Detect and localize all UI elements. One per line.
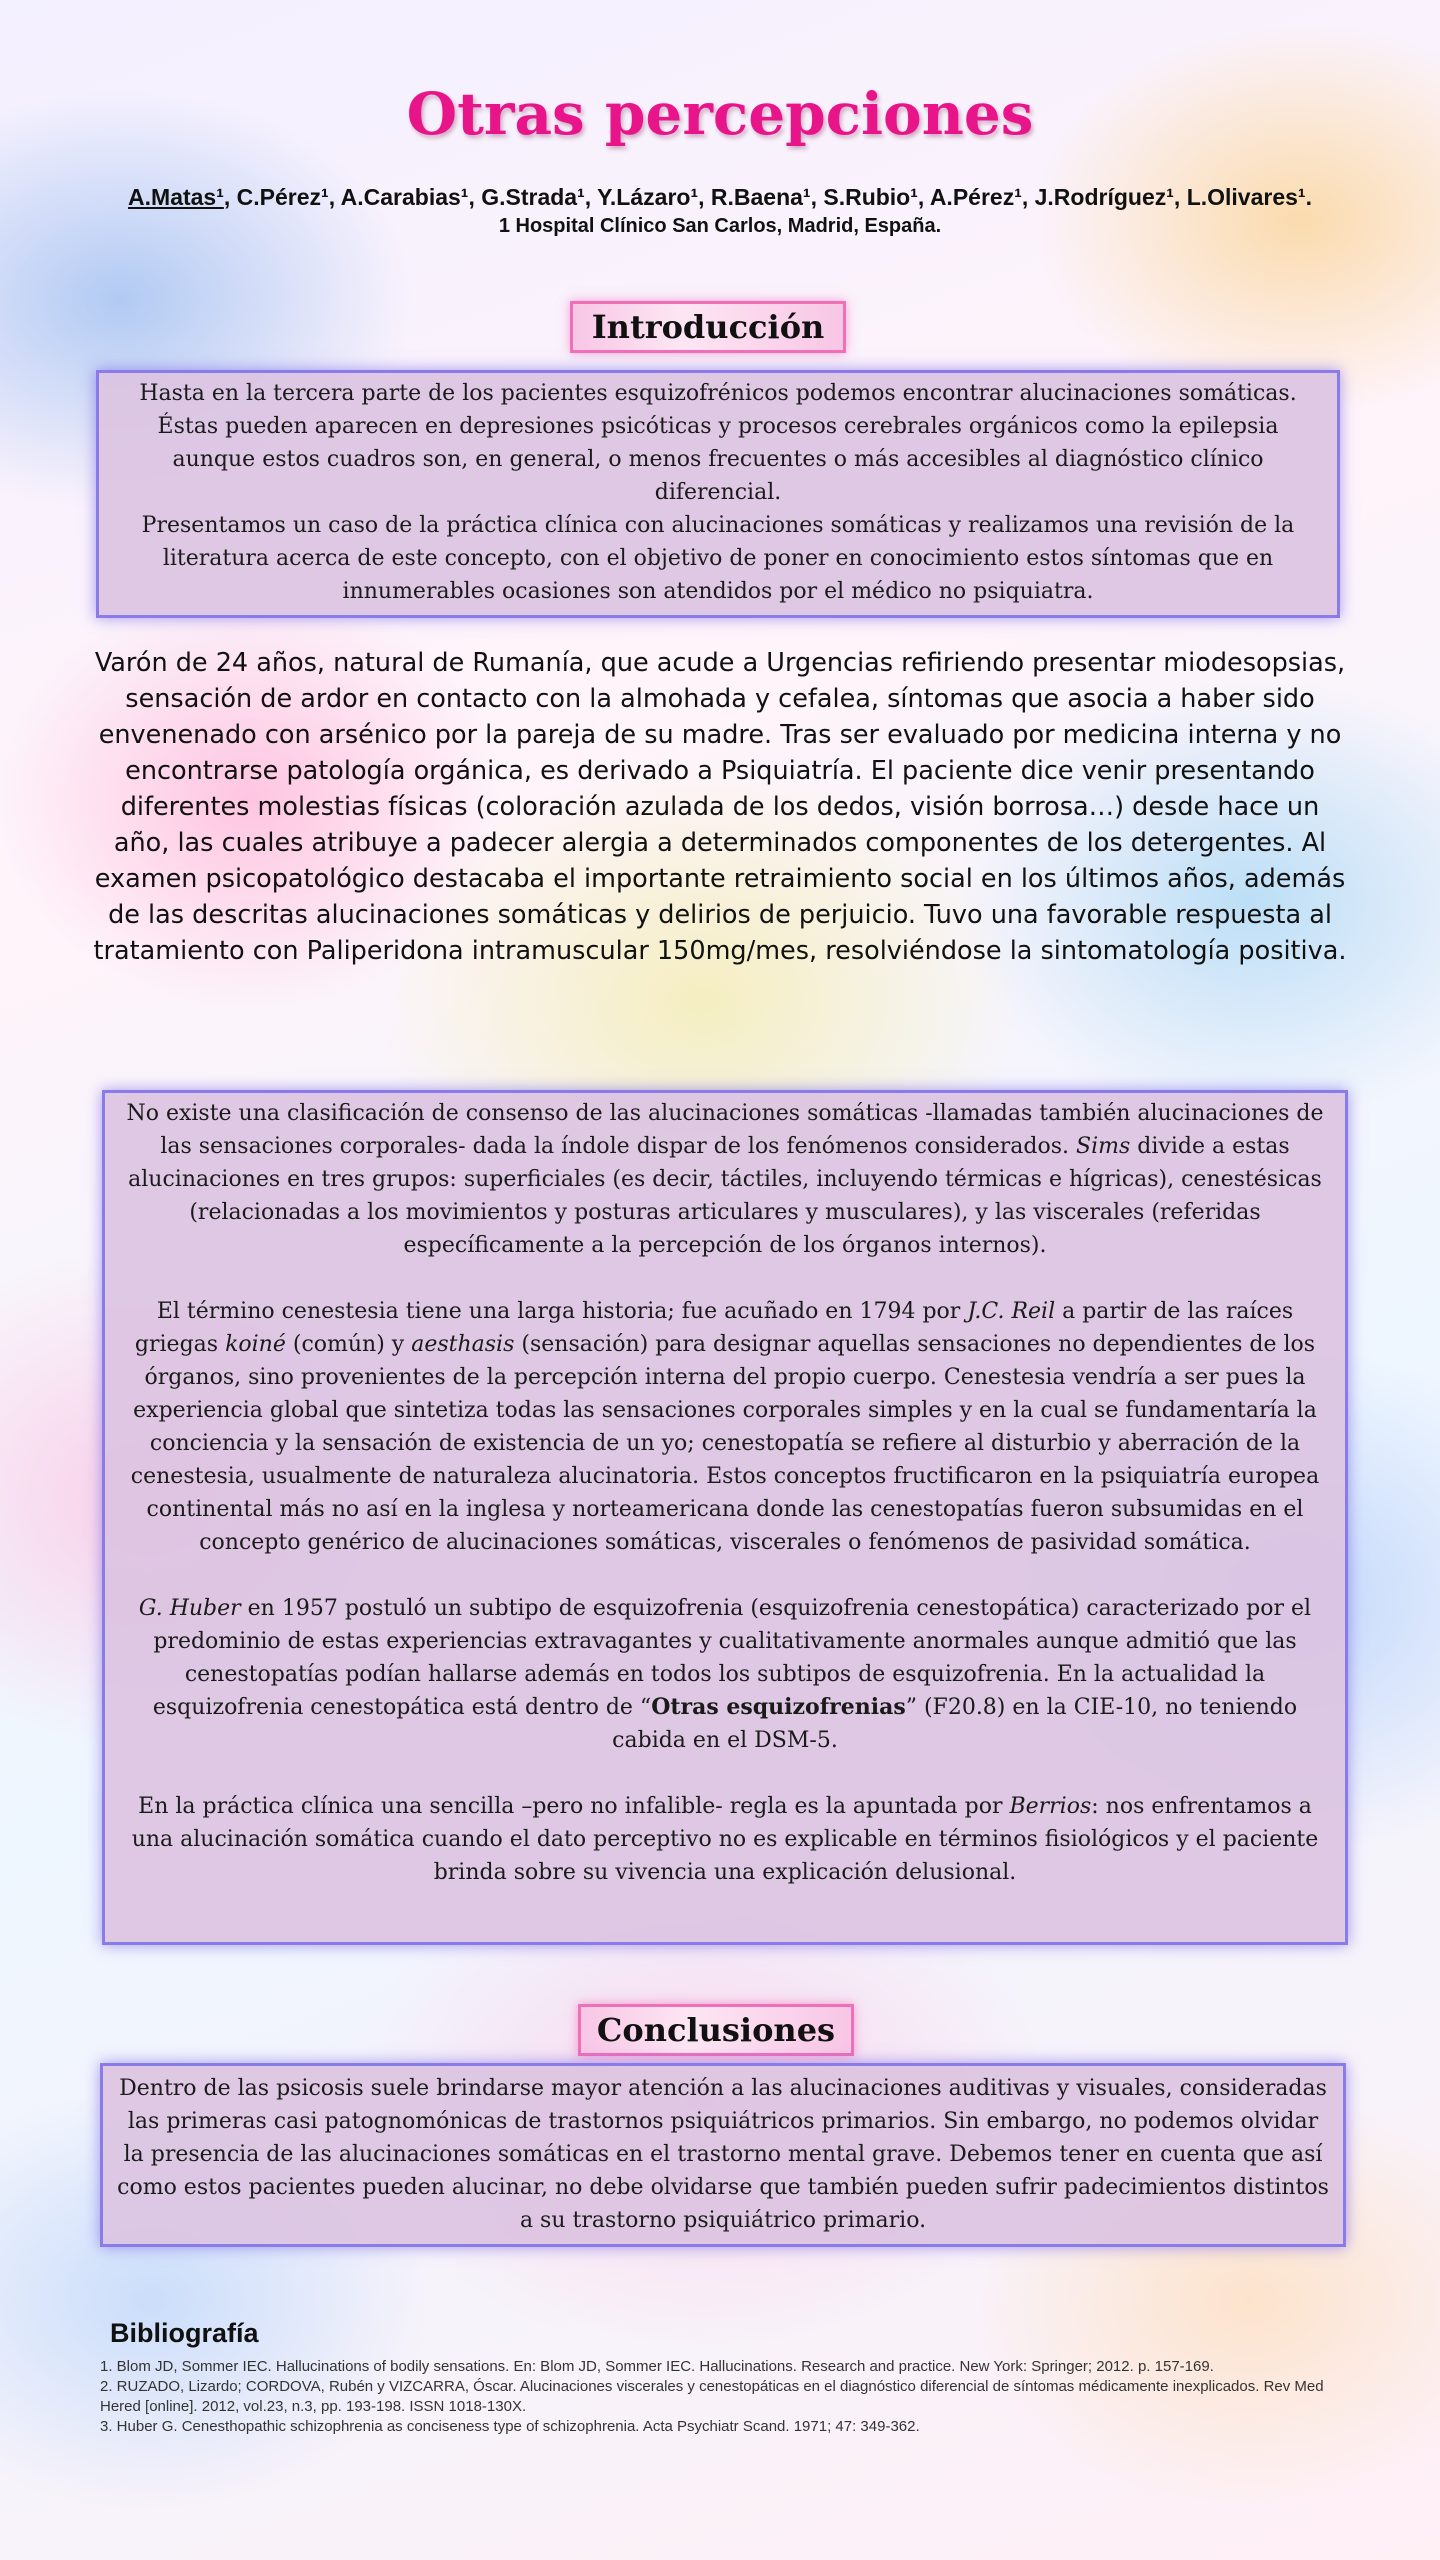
- case-report: Varón de 24 años, natural de Rumanía, que acude a Urgencias refiriendo presentar miodesopsias, sensación de ardor en contacto con la almohada y cefalea, síntomas que asocia a haber sido envenenado con arsénico por la pareja de su madre. Tras ser evaluado por medicina interna y no encontrarse patología orgánica, es derivado a Psiquiatría. El paciente dice venir presentando diferentes molestias físicas (coloración azulada de los dedos, visión borrosa…) desde hace un año, las cuales atribuye a padecer alergia a determinados componentes de los detergentes. Al examen psicopatológico destacaba el importante retraimiento social en los últimos años, además de las descritas alucinaciones somáticas y delirios de perjuicio. Tuvo una favorable respuesta al tratamiento con Paliperidona intramuscular 150mg/mes, resolviéndose la sintomatología positiva.: [93, 648, 1347, 966]
- text-run: : nos enfrentamos a una alucinación somática cuando el dato perceptivo no es explicable en términos fisiológicos y el paciente brinda sobre su vivencia una explicación delusional.: [131, 1794, 1319, 1885]
- introduction-paragraph-1: Hasta en la tercera parte de los pacientes esquizofrénicos podemos encontrar alucinaciones somáticas. Éstas pueden aparecen en depresiones psicóticas y procesos cerebrales orgánicos como la epilepsia aunque estos cuadros son, en general, o menos frecuentes o más accesibles al diagnóstico clínico diferencial.: [139, 381, 1297, 505]
- bibliography-list: [100, 2357, 1350, 2437]
- discussion-paragraph-2: [117, 1295, 1333, 1559]
- first-author: A.Matas¹: [128, 184, 224, 210]
- conclusions-box: [100, 2063, 1346, 2247]
- author-name-sims: Sims: [1076, 1134, 1131, 1159]
- discussion-paragraph-3: [117, 1592, 1333, 1757]
- affiliation: 1 Hospital Clínico San Carlos, Madrid, España.: [498, 215, 942, 237]
- term-koine: koiné: [225, 1332, 286, 1357]
- text-run: ” (F20.8) en la CIE-10, no teniendo cabida en el DSM-5.: [612, 1695, 1298, 1753]
- coauthors: , C.Pérez¹, A.Carabias¹, G.Strada¹, Y.Lázaro¹, R.Baena¹, S.Rubio¹, A.Pérez¹, J.Rodríguez¹, L.Olivares¹.: [223, 184, 1312, 210]
- bibliography-heading: Bibliografía: [110, 2318, 259, 2348]
- conclusions-text: Dentro de las psicosis suele brindarse mayor atención a las alucinaciones auditivas y visuales, consideradas las primeras casi patognomónicas de trastornos psiquiátricos primarios. Sin embargo, no podemos olvidar la presencia de las alucinaciones somáticas en el trastorno mental grave. Debemos tener en cuenta que así como estos pacientes pueden alucinar, no debe olvidarse que también pueden sufrir padecimientos distintos a su trastorno psiquiátrico primario.: [117, 2076, 1329, 2233]
- discussion-paragraph-1: [117, 1097, 1333, 1262]
- conclusions-heading: Conclusiones: [578, 2004, 854, 2056]
- introduction-paragraph-2: Presentamos un caso de la práctica clínica con alucinaciones somáticas y realizamos una revisión de la literatura acerca de este concepto, con el objetivo de poner en conocimiento estos síntomas que en innumerables ocasiones son atendidos por el médico no psiquiatra.: [141, 513, 1295, 604]
- reference-item: 2. RUZADO, Lizardo; CORDOVA, Rubén y VIZCARRA, Óscar. Alucinaciones viscerales y cenestopáticas en el diagnóstico diferencial de síntomas médicamente inexplicados. Rev Med Hered [online]. 2012, vol.23, n.3, pp. 193-198. ISSN 1018-130X.: [100, 2378, 1324, 2415]
- poster-title: Otras percepciones: [406, 80, 1034, 148]
- reference-item: 1. Blom JD, Sommer IEC. Hallucinations of bodily sensations. En: Blom JD, Sommer IEC. Hallucinations. Research and practice. New York: Springer; 2012. p. 157-169.: [100, 2358, 1214, 2375]
- term-otras-esquizofrenias: Otras esquizofrenias: [651, 1694, 906, 1720]
- author-name-berrios: Berrios: [1009, 1794, 1092, 1819]
- discussion-paragraph-4: [117, 1790, 1333, 1889]
- text-run: (común) y: [285, 1332, 412, 1357]
- author-name-reil: J.C. Reil: [967, 1299, 1056, 1324]
- text-run: En la práctica clínica una sencilla –pero no infalible- regla es la apuntada por: [138, 1794, 1010, 1819]
- author-list: [60, 184, 1380, 211]
- author-name-huber: G. Huber: [138, 1596, 241, 1621]
- reference-item: 3. Huber G. Cenesthopathic schizophrenia as conciseness type of schizophrenia. Acta Psychiatr Scand. 1971; 47: 349-362.: [100, 2418, 920, 2435]
- text-run: a partir de las raíces griegas: [134, 1299, 1294, 1357]
- text-run: El término cenestesia tiene una larga historia; fue acuñado en 1794 por: [156, 1299, 968, 1324]
- introduction-box: [96, 370, 1340, 618]
- text-run: divide a estas alucinaciones en tres grupos: superficiales (es decir, táctiles, incluyendo térmicas e hígricas), cenestésicas (relacionadas a los movimientos y posturas articulares y musculares), y las viscerales (referidas específicamente a la percepción de los órganos internos).: [128, 1134, 1322, 1258]
- discussion-box: [102, 1090, 1348, 1945]
- term-aesthasis: aesthasis: [411, 1332, 515, 1357]
- introduction-heading: Introducción: [570, 301, 846, 353]
- text-run: en 1957 postuló un subtipo de esquizofrenia (esquizofrenia cenestopática) caracterizado por el predominio de estas experiencias extravagantes y cualitativamente anormales aunque admitió que las cenestopatías podían hallarse además en todos los subtipos de esquizofrenia. En la actualidad la esquizofrenia cenestopática está dentro de “: [152, 1596, 1312, 1720]
- text-run: (sensación) para designar aquellas sensaciones no dependientes de los órganos, sino provenientes de la percepción interna del propio cuerpo. Cenestesia vendría a ser pues la experiencia global que sintetiza todas las sensaciones corporales simples y en la cual se fundamentaría la conciencia y la sensación de existencia de un yo; cenestopatía se refiere al disturbio y aberración de la cenestesia, usualmente de naturaleza alucinatoria. Estos conceptos fructificaron en la psiquiatría europea continental más no así en la inglesa y norteamericana donde las cenestopatías fueron subsumidas en el concepto genérico de alucinaciones somáticas, viscerales o fenómenos de pasividad somática.: [130, 1332, 1320, 1555]
- text-run: No existe una clasificación de consenso de las alucinaciones somáticas -llamadas también alucinaciones de las sensaciones corporales- dada la índole dispar de los fenómenos considerados.: [126, 1101, 1324, 1159]
